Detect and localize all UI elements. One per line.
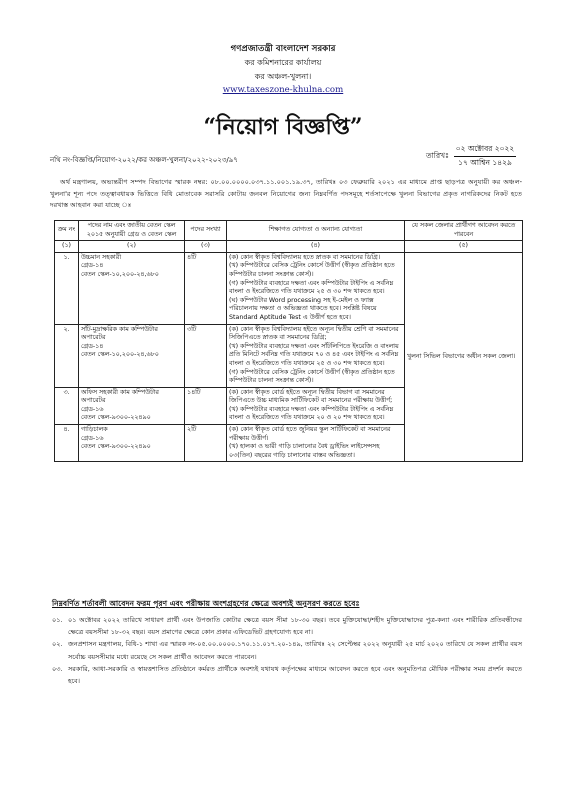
row-serial: ১. [55,252,79,324]
intro-paragraph: অর্থ মন্ত্রণালয়, অভ্যন্তরীণ সম্পদ বিভাগের স্মারক নম্বর: ০৮.০০.০০০০.০৩৭.১১.০০১.১৯.৩৭, তারিখঃ ০৩ ফেব্রুয়ারি ২০২১ এর মাধ্যমে প্রাপ্ত ছাড়পত্র অনুযায়ী কর অঞ্চল-খুলনা'র শূন্য পদে তত্ত্বাবধায়ক ভিত্তিতে বিধি মোতাবেক সরাসরি কোটায় জনবল নিয়োগের জন্য নিম্নবর্ণিত পদসমূহে শর্তসাপেক্ষে খুলনা বিভাগের প্রকৃত নাগরিকদের নিকট হতে দরখাস্ত আহবান করা যাচ্ছে ঃ [50,178,522,210]
post-grade: গ্রেড-১৬ [81,434,104,442]
table-header-row [55,221,523,241]
zone-name: কর অঞ্চল-খুলনা। [254,72,312,81]
requirement-item: (গ) কম্পিউটার ব্যবহারে দক্ষতা এবং কম্পিউটার টাইপিং এ সর্বনিম্ন বাংলা ও ইংরেজিতে গতি যথাক্রমে ২৫ ও ৩০ শব্দ থাকতে হবে। [229,279,394,296]
post-scale: বেতন স্কেল-১০,২০০-২৪,৬৮০ [81,351,159,359]
condition-number: ০৩. [52,664,63,673]
row-post [79,324,185,387]
header-serial: ক্রম নং [55,221,79,241]
requirement-item: (ক) কোন স্বীকৃত বিশ্ববিদ্যালয় হইতে অন্যূন দ্বিতীয় শ্রেণি বা সমমানের সিজিপিএতে স্নাতক বা সমমানের ডিগ্রি; [229,325,399,342]
header-count: পদের সংখ্যা [185,221,227,241]
website-link[interactable]: www.taxeszone-khulna.com [222,85,344,95]
header-post: পদের নাম এবং জাতীয় বেতন স্কেল ২০১৫ অনুযায়ী গ্রেড ও বেতন স্কেল [79,221,185,241]
row-post [79,252,185,324]
date-block [426,146,516,170]
condition-text: সরকারি, আধা-সরকারি ও স্বায়ত্তশাসিত প্রতিষ্ঠানে কর্মরত প্রার্থীকে অবশ্যই যথাযথ কর্তৃপক্ষের মাধ্যমে আবেদন করতে হবে এবং অনুমতিপত্র মৌখিক পরীক্ষার সময় প্রদর্শন করতে হবে। [68,664,522,686]
col-number: (২) [79,241,185,253]
date-label: তারিখঃ [426,151,449,160]
conditions-list [52,614,522,687]
header-qualification: শিক্ষাগত যোগ্যতা ও অন্যান্য যোগ্যতা [227,221,405,241]
requirement-item: (খ) কম্পিউটার ব্যবহারে দক্ষতা এবং কম্পিউটার টাইপিং এ সর্বনিম্ন বাংলা ও ইংরেজিতে গতি যথাক্রমে ২০ ও ২০ শব্দ থাকতে হবে। [229,405,394,422]
requirement-item: (খ) হালকা ও ভারী গাড়ি চালানোর বৈধ ড্রাইভিং লাইসেন্সসহ ০৩(তিন) বছরের গাড়ি চালানোর বাস্তব অভিজ্ঞতা। [229,443,380,459]
row-serial: ৩. [55,387,79,424]
row-requirements [227,252,405,324]
row-serial: ২. [55,324,79,387]
memo-number: নথি নং-বিজ্ঞপ্তি/নিয়োগ-২০২২/কর অঞ্চল-খুলনা/২০২২-২০২৩/৯৭ [50,156,238,164]
col-number: (১) [55,241,79,253]
col-number: (৪) [227,241,405,253]
row-post [79,425,185,462]
date-gregorian: ০২ অক্টোবর ২০২২ [454,144,516,157]
row-count: ৪টি [185,252,227,324]
row-requirements [227,425,405,462]
post-grade: গ্রেড-১৪ [81,262,104,270]
condition-number: ০১. [52,616,63,624]
condition-text: জনপ্রশাসন মন্ত্রণালয়, বিধি-১ শাখা এর স্মারক নং-০৫.০০.০০০০.১৭০.১১.০১৭.২০-১৪৯, তারিখঃ ২২ সেপ্টেম্বর ২০২২ অনুযায়ী ২৫ মার্চ ২০২০ তারিখে যে সকল প্রার্থীর বয়স সর্বোচ্চ বয়সসীমার মধ্যে রয়েছে সে সকল প্রার্থীও আবেদন করতে পারবেন। [68,640,522,661]
row-count: ২টি [185,425,227,462]
requirement-item: (ক) কোন স্বীকৃত বিশ্ববিদ্যালয় হতে স্নাতক বা সমমানের ডিগ্রি। [229,253,380,261]
requirement-item: (ঘ) কম্পিউটার Word processing সহ ই-মেইল ও ফ্যাক্স পরিচালনায় দক্ষতা ও অভিজ্ঞতা থাকতে হবে। সংশ্লিষ্ট বিষয়ে Standard Aptitude Test এ উত্তীর্ণ হতে হবে। [229,296,377,321]
post-name: সাঁট-মুদ্রাক্ষরিক কাম কম্পিউটার অপারেটর [81,325,158,342]
vacancy-table [54,220,523,462]
page-title: “নিয়োগ বিজ্ঞপ্তি” [203,114,363,140]
row-requirements [227,387,405,424]
post-scale: বেতন স্কেল-১০,২০০-২৪,৬৮০ [81,270,159,278]
eligible-districts: খুলনা সিভিল বিভাগের অধীন সকল জেলা। [405,252,523,462]
row-count: ১৪টি [185,387,227,424]
conditions-title: নিম্নবর্ণিত শর্তাবলী আবেদন ফরম পূরণ এবং পরীক্ষায় অংশগ্রহণের ক্ষেত্রে অবশ্যই অনুসরণ করতে হবেঃ [52,599,360,608]
post-name: অফিস সহকারী কাম কম্পিউটার অপারেটর [81,388,159,405]
condition-item [52,663,522,687]
condition-text: ০১ অক্টোবর ২০২২ তারিখে সাধারণ প্রার্থী এবং উপজাতি কোটার ক্ষেত্রে বয়স সীমা ১৮-৩০ বছর। তবে মুক্তিযোদ্ধা/শহীদ মুক্তিযোদ্ধাদের পুত্র-কন্যা এবং শারীরিক প্রতিবন্ধীদের ক্ষেত্রে বয়সসীমা ১৮-৩২ বছর। বয়স প্রমাণের ক্ষেত্রে কোন প্রকার এফিডেভিট গ্রহণযোগ্য হবে না। [68,616,522,637]
post-scale: বেতন স্কেল-৯৩০০-২২৪৯০ [81,443,151,451]
column-number-row [55,241,523,253]
row-serial: ৪. [55,425,79,462]
col-number: (৩) [185,241,227,253]
row-requirements [227,324,405,387]
requirement-item: (ক) কোন স্বীকৃত বোর্ড হতে জুনিয়র স্কুল সার্টিফিকেট বা সমমানের পরীক্ষায় উত্তীর্ণ। [229,426,391,442]
post-grade: গ্রেড-১৬ [81,405,104,413]
requirement-item: (খ) কম্পিউটারে বেসিক ট্রেনিং কোর্সে উত্তীর্ণ (স্বীকৃত প্রতিষ্ঠান হতে কম্পিউটার চালনা সংক্রান্ত কোর্স)। [229,262,395,278]
post-grade: গ্রেড-১৪ [81,342,104,350]
condition-item [52,614,522,638]
requirement-item: (খ) কম্পিউটার ব্যবহারে দক্ষতা এবং সাঁটলিপিতে ইংরেজি ও বাংলায় প্রতি মিনিটে সর্বনিম্ন গতি যথাক্রমে ৭০ ও ৪৫ এবং টাইপিং এ সর্বনিম্ন বাংলা ও ইংরেজিতে গতি যথাক্রমে ২৫ ও ৩০ শব্দ থাকতে হবে। [229,342,399,367]
post-name: উচ্চমান সহকারী [81,253,122,261]
row-count: ৩টি [185,324,227,387]
condition-number: ০২. [52,640,63,649]
date-bangla: ১৭ আশ্বিন ১৪২৯ [458,158,512,167]
header-districts: যে সকল জেলার প্রার্থীগণ আবেদন করতে পারবেন [405,221,523,241]
condition-item [52,638,522,662]
post-name: গাড়িচালক [81,426,108,434]
post-scale: বেতন স্কেল-৯৩০০-২২৪৯০ [81,414,151,422]
row-post [79,387,185,424]
office-name: কর কমিশনারের কার্যালয় [244,58,322,67]
col-number: (৫) [405,241,523,253]
govt-name: গণপ্রজাতন্ত্রী বাংলাদেশ সরকার [230,44,336,54]
table-row [55,252,523,324]
requirement-item: (গ) কম্পিউটারে বেসিক ট্রেনিং কোর্সে উত্তীর্ণ (স্বীকৃত প্রতিষ্ঠান হতে কম্পিউটার চালনা সংক্রান্ত কোর্স)। [229,368,395,385]
requirement-item: (ক) কোন স্বীকৃত বোর্ড হইতে অন্যূন দ্বিতীয় বিভাগ বা সমমানের জিপিএতে উচ্চ মাধ্যমিক সার্টিফিকেট বা সমমানের পরীক্ষায় উত্তীর্ণ; [229,388,393,405]
